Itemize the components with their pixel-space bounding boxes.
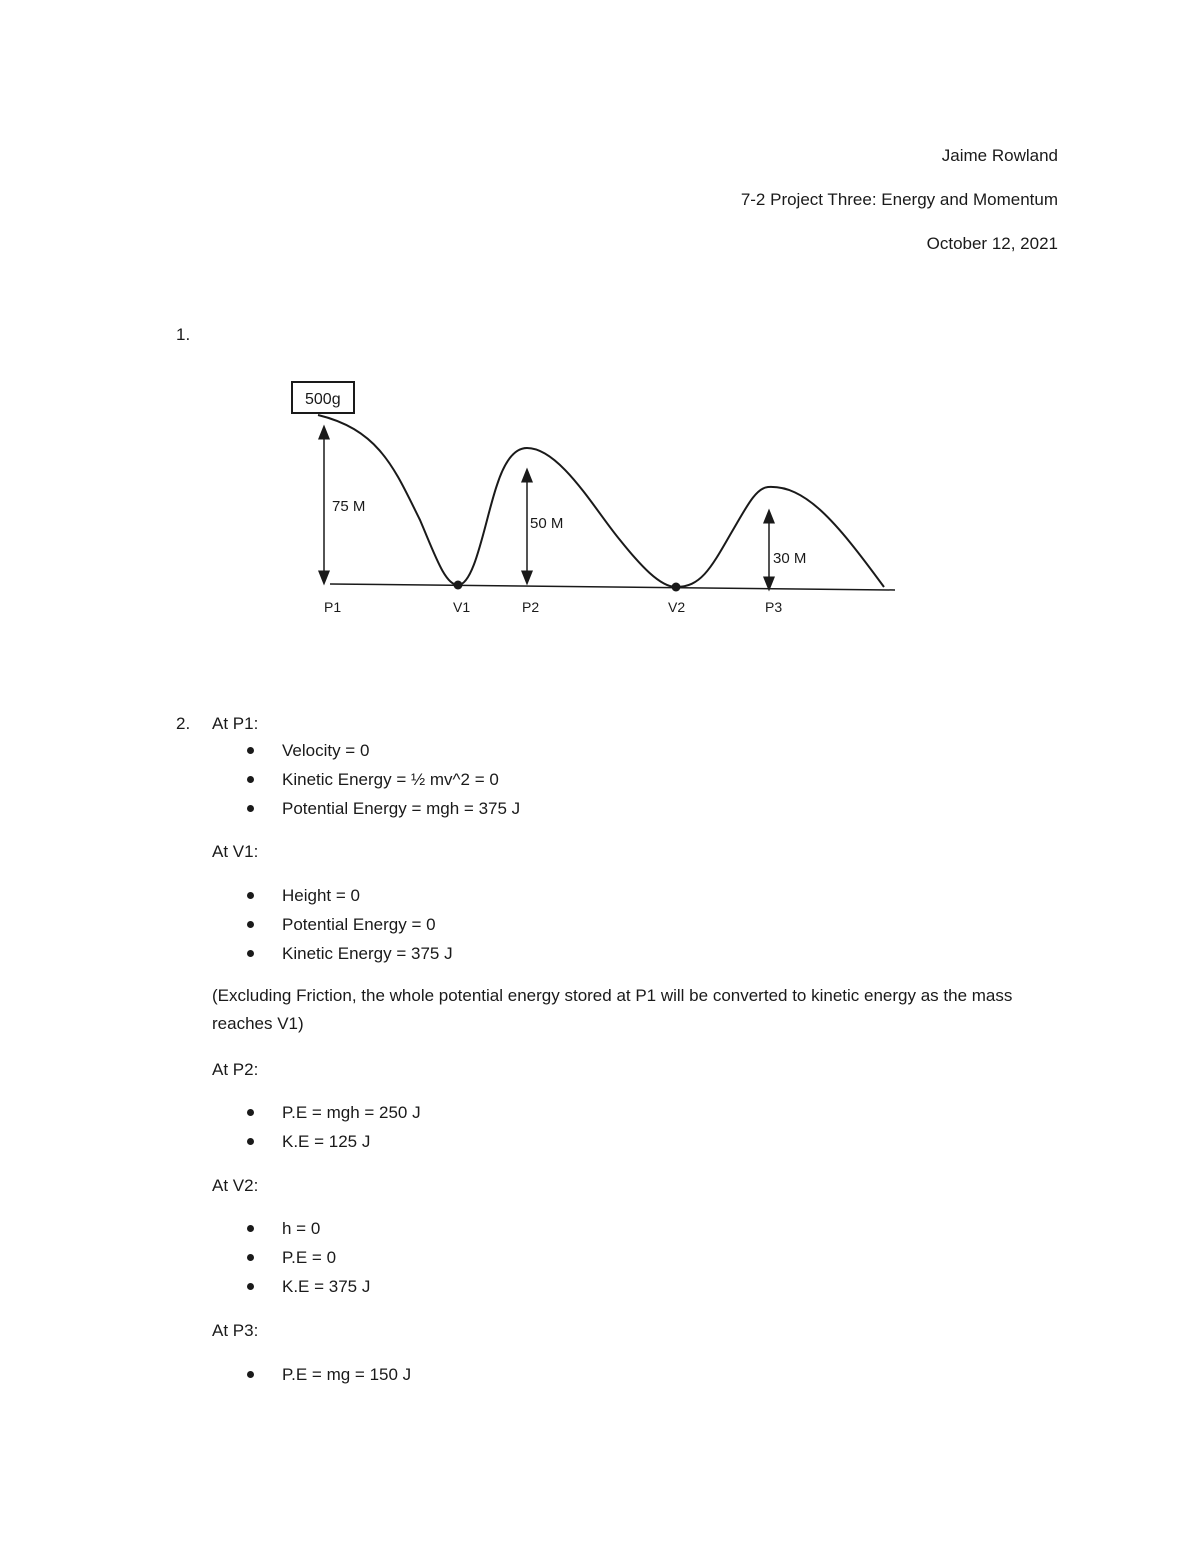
ground-line [330, 584, 895, 590]
section-heading-p2: At P2: [212, 1060, 259, 1079]
list-item: K.E = 375 J [247, 1272, 370, 1301]
point-label-p3: P3 [765, 599, 783, 615]
list-item: P.E = mg = 150 J [247, 1360, 411, 1389]
height-label-p3: 30 M [773, 550, 807, 567]
friction-note: (Excluding Friction, the whole potential energy stored at P1 will be converted to kinetic energy as the mass reaches V1) [212, 986, 1013, 1033]
list-item: Velocity = 0 [247, 736, 520, 765]
list-item: Potential Energy = mgh = 375 J [247, 794, 520, 823]
document-date: October 12, 2021 [926, 234, 1058, 253]
list-item: h = 0 [247, 1214, 370, 1243]
author-name: Jaime Rowland [941, 146, 1058, 165]
point-label-v2: V2 [668, 599, 686, 615]
list-p2 [247, 1098, 421, 1156]
section-heading-p1: At P1: [212, 714, 259, 733]
question-2-number: 2. [176, 714, 191, 733]
list-p1 [247, 736, 520, 823]
height-label-p2: 50 M [530, 515, 564, 532]
point-label-p1: P1 [324, 599, 342, 615]
valley-1-dot [454, 581, 463, 590]
point-label-p2: P2 [522, 599, 540, 615]
list-item: K.E = 125 J [247, 1127, 421, 1156]
roller-coaster-diagram [280, 375, 920, 625]
height-label-p1: 75 M [332, 498, 366, 515]
list-item: P.E = mgh = 250 J [247, 1098, 421, 1127]
list-item: Kinetic Energy = ½ mv^2 = 0 [247, 765, 520, 794]
point-label-v1: V1 [453, 599, 471, 615]
list-item: Potential Energy = 0 [247, 910, 453, 939]
section-heading-v2: At V2: [212, 1176, 259, 1195]
valley-2-dot [672, 583, 681, 592]
list-v1 [247, 881, 453, 968]
document-title: 7-2 Project Three: Energy and Momentum [740, 190, 1058, 209]
section-heading-v1: At V1: [212, 842, 259, 861]
list-item: Kinetic Energy = 375 J [247, 939, 453, 968]
section-heading-p3: At P3: [212, 1321, 259, 1340]
list-item: Height = 0 [247, 881, 453, 910]
mass-label: 500g [305, 391, 341, 408]
list-v2 [247, 1214, 370, 1301]
question-1-number: 1. [176, 325, 191, 344]
list-p3 [247, 1360, 411, 1389]
list-item: P.E = 0 [247, 1243, 370, 1272]
